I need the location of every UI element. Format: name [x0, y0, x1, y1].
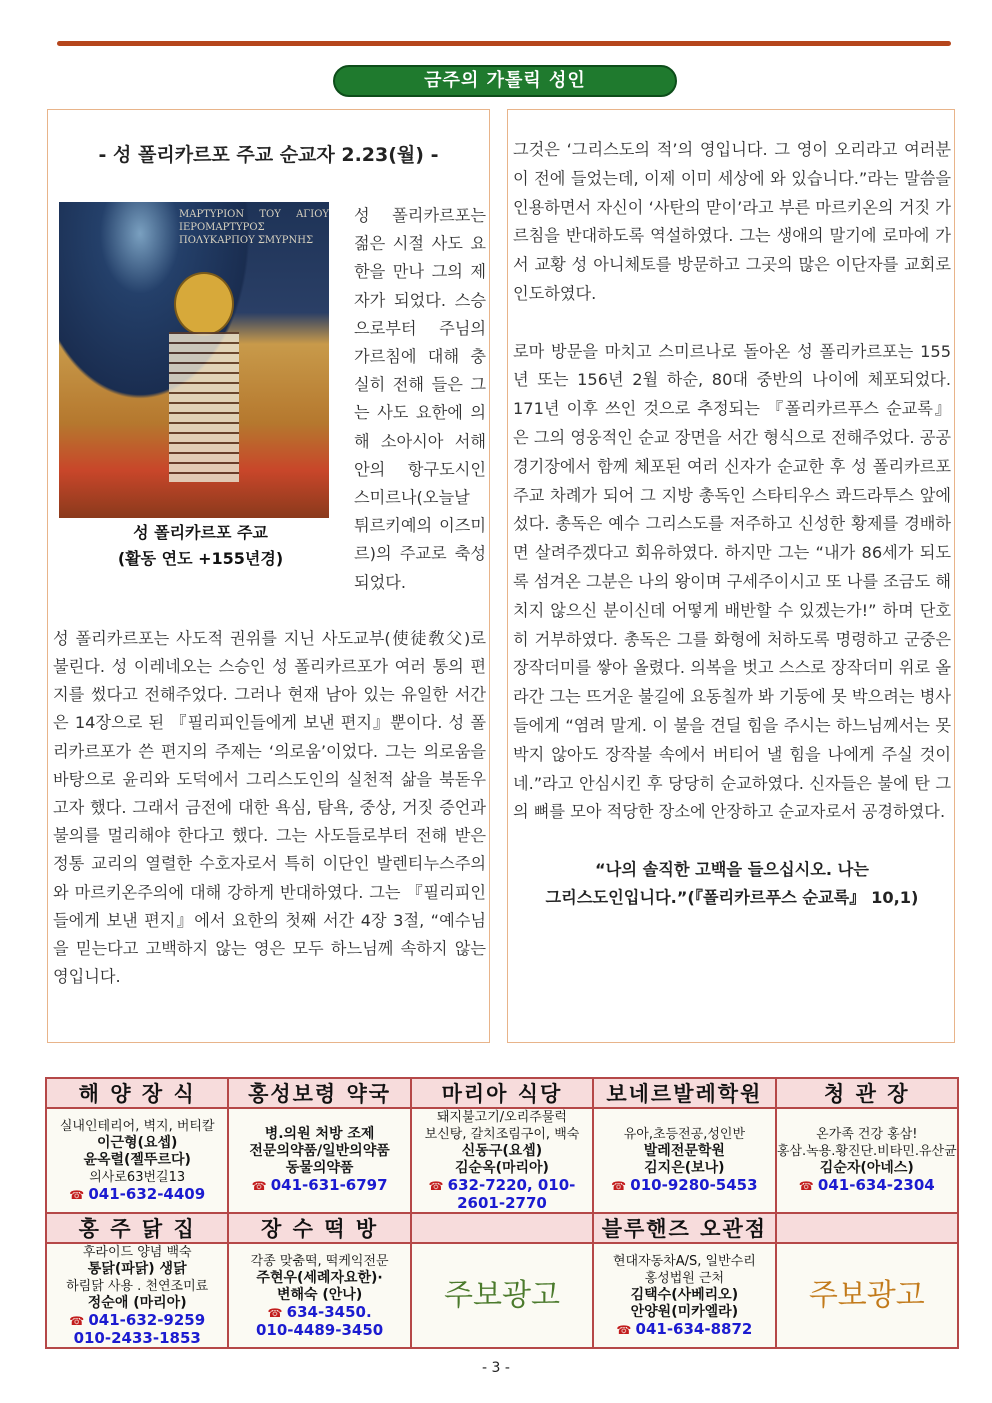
ad-line: 윤옥렬(젤뚜르다): [83, 1151, 191, 1168]
ad-line: 발레전문학원: [643, 1143, 725, 1159]
ad-content: [593, 1243, 775, 1348]
ad-content: [46, 1243, 228, 1348]
ad-phone: [47, 1312, 227, 1330]
ad-content: [776, 1243, 958, 1348]
ad-line: 변해숙 (안나): [276, 1286, 363, 1303]
ad-content: [411, 1243, 593, 1348]
ad-content: [593, 1108, 775, 1213]
caption-years: (활동 연도 +155년경): [117, 549, 284, 568]
phone-number: 041-631-6797: [270, 1176, 388, 1194]
ad-phone: [777, 1177, 957, 1195]
ad-line: 실내인테리어, 벽지, 버티칼: [59, 1118, 215, 1134]
ad-line: 안양원(미카엘라): [630, 1303, 739, 1320]
paragraph: 성 폴리카르포는 젊은 시절 사도 요한을 만나 그의 제자가 되었다. 스승으로부터 주님의 가르침에 대해 충실히 전해 들은 그는 사도 요한에 의해 소아시아 서해안의 항구도시인 스미르나(오늘날 튀르키예의 이즈미르)의 주교로 축성되었다.: [354, 206, 486, 592]
phone-number: 041-634-8872: [635, 1319, 753, 1338]
ad-line: 김순옥(마리아): [455, 1160, 549, 1176]
ad-line: 정순애 (마리아): [87, 1295, 187, 1311]
ad-phone-2: 010-2433-1853: [73, 1329, 201, 1347]
ad-line: 하림닭 사용 . 천연조미료: [66, 1279, 209, 1294]
ad-name: [411, 1213, 593, 1243]
caption-name: 성 폴리카르포 주교: [133, 523, 268, 542]
ad-name: 마리아 식당: [411, 1078, 593, 1108]
ad-name: 해 양 장 식: [46, 1078, 228, 1108]
phone-number: 634-3450.: [286, 1302, 372, 1321]
image-caption: [53, 520, 348, 572]
phone-number: 041-634-2304: [817, 1176, 935, 1194]
phone-icon: ☎: [616, 1322, 636, 1337]
ad-name: 장 수 떡 방: [228, 1213, 410, 1243]
ad-line: 유아,초등전공,성인반: [623, 1127, 746, 1142]
phone-icon: ☎: [69, 1187, 89, 1202]
section-title: 금주의 가톨릭 성인: [333, 65, 677, 97]
ad-line: 보신탕, 갈치조림구이, 백숙: [424, 1127, 580, 1142]
ad-line: 후라이드 양념 백숙: [82, 1245, 192, 1260]
ads-table: [45, 1077, 959, 1349]
ad-phone: [47, 1186, 227, 1204]
ad-line: 동물의약품: [285, 1160, 354, 1176]
ad-line: 김택수(사베리오): [630, 1286, 739, 1303]
ad-phone: [412, 1177, 592, 1212]
ad-line: 홍삼.녹용.황진단.비타민.유산균: [776, 1144, 957, 1159]
ad-line: 병.의원 처방 조제: [264, 1126, 375, 1142]
ad-name: 보네르발레학원: [593, 1078, 775, 1108]
ad-content: [411, 1108, 593, 1213]
ad-line: 현대자동차A/S, 일반수리: [612, 1253, 756, 1269]
ad-phone: [229, 1177, 409, 1195]
ad-line: 통닭(파닭) 생닭: [87, 1261, 187, 1277]
ad-phone: [594, 1321, 774, 1339]
phone-number: 041-632-4409: [88, 1184, 206, 1203]
quote-line: 그리스도인입니다.”(『폴리카르푸스 순교록』 10,1): [545, 887, 919, 907]
ad-line: 김지은(보나): [644, 1160, 725, 1176]
quote: [513, 856, 951, 912]
right-column: [507, 109, 955, 1043]
right-text: [513, 136, 951, 912]
ad-placeholder: 주보광고: [444, 1278, 560, 1313]
article-title: - 성 폴리카르포 주교 순교자 2.23(월) -: [98, 144, 439, 166]
halo: [174, 272, 234, 336]
page-number: - 3 -: [482, 1360, 510, 1376]
phone-icon: ☎: [611, 1179, 631, 1193]
saint-icon-painting: [59, 202, 329, 518]
ad-name: 홍성보령 약국: [228, 1078, 410, 1108]
phone-number: 010-9280-5453: [630, 1176, 758, 1194]
left-column: [47, 109, 490, 1043]
phone-number: 632-7220, 010-2601-2770: [447, 1176, 576, 1212]
paragraph: 성 폴리카르포는 사도적 권위를 지닌 사도교부(使徒敎父)로 불린다. 성 이레네오는 스승인 성 폴리카르포가 여러 통의 편지를 썼다고 전해주었다. 그러나 현재 남아 있는 유일한 서간은 14장으로 된 『필리피인들에게 보낸 편지』뿐이다. 성 폴리카르포가 쓴 편지의 주제는 ‘의로움’이었다. 그는 의로움을 바탕으로 윤리와 도덕에서 그리스도인의 실천적 삶을 북돋우고자 했다. 그래서 금전에 대한 욕심, 탐욕, 중상, 거짓 증언과 불의를 멀리해야 한다고 했다. 그는 사도들로부터 전해 받은 정통 교리의 열렬한 수호자로서 특히 이단인 발렌티누스주의와 마르키온주의에 대해 강하게 반대하였다. 그는 『필리피인들에게 보낸 편지』에서 요한의 첫째 서간 4장 3절, “예수님을 믿는다고 고백하지 않는 영은 모두 하느님께 속하지 않는 영입니다.: [53, 628, 486, 987]
ad-content: [776, 1108, 958, 1213]
left-text: [53, 202, 486, 991]
ad-name: 청 관 장: [776, 1078, 958, 1108]
ad-line: 각종 맞춤떡, 떡케익전문: [250, 1253, 389, 1269]
ad-phone: [229, 1304, 409, 1322]
phone-icon: ☎: [798, 1179, 818, 1193]
ad-phone: [594, 1177, 774, 1195]
ad-placeholder: 주보광고: [808, 1278, 925, 1313]
ad-line: 이근형(요셉): [96, 1134, 178, 1151]
ad-line: 홍성법원 근처: [644, 1270, 725, 1286]
ad-line: 전문의약품/일반의약품: [249, 1143, 390, 1159]
phone-icon: ☎: [69, 1314, 89, 1328]
phone-icon: ☎: [267, 1305, 287, 1320]
ad-content: [46, 1108, 228, 1213]
ad-line: 돼지불고기/오리주물럭: [436, 1110, 567, 1125]
phone-icon: ☎: [428, 1179, 448, 1193]
top-divider: [57, 41, 951, 46]
ad-line: 의사로63번길13: [89, 1169, 186, 1185]
ad-content: [228, 1243, 410, 1348]
ad-line: 신동구(요셉): [461, 1143, 543, 1159]
ad-name: 블루핸즈 오관점: [593, 1213, 775, 1243]
quote-line: “나의 솔직한 고백을 들으십시오. 나는: [595, 859, 869, 879]
paragraph: 로마 방문을 마치고 스미르나로 돌아온 성 폴리카르포는 155년 또는 156년 2월 하순, 80대 중반의 나이에 체포되었다. 171년 이후 쓰인 것으로 추정되는 『폴리카르푸스 순교록』은 그의 영웅적인 순교 장면을 서간 형식으로 전해주었다. 공공 경기장에서 함께 체포된 여러 신자가 순교한 후 성 폴리카르포 주교 차례가 되어 그 지방 총독인 스타티우스 콰드라투스 앞에 섰다. 총독은 예수 그리스도를 저주하고 신성한 황제를 경배하면 살려주겠다고 회유하였다. 하지만 그는 “내가 86세가 되도록 섬겨온 그분은 나의 왕이며 구세주이시고 또 나를 조금도 해치지 않으신 분이신데 어떻게 배반할 수 있겠는가!” 하며 단호히 거부하였다. 총독은 그를 화형에 처하도록 명령하고 군중은 장작더미를 쌓아 올렸다. 의복을 벗고 스스로 장작더미 위로 올라간 그는 뜨거운 불길에 요동칠까 봐 기둥에 못 박으려는 병사들에게 “염려 말게. 이 불을 견딜 힘을 주시는 하느님께서는 못 박지 않아도 장작불 속에서 버티어 낼 힘을 나에게 주실 것이네.”라고 안심시킨 후 당당히 순교하였다. 신자들은 불에 탄 그의 뼈를 모아 적당한 장소에 안장하고 순교자로서 공경하였다.: [513, 341, 951, 822]
paragraph: 그것은 ‘그리스도의 적’의 영입니다. 그 영이 오리라고 여러분이 전에 들었는데, 이제 이미 세상에 와 있습니다.”라는 말씀을 인용하면서 자신이 ‘사탄의 맏이’라고 부른 마르키온의 거짓 가르침을 반대하도록 역설하였다. 그는 생애의 말기에 로마에 가서 교황 성 아니체토를 방문하고 그곳의 많은 이단자를 교회로 인도하였다.: [513, 140, 951, 303]
saint-figure: [53, 202, 348, 572]
image-inscription: ΜΑΡΤΥΡΙΟΝ ΤΟΥ ΑΓΙΟΥ ΙΕΡΟΜΑΡΤΥΡΟΣ ΠΟΛΥΚΑΡΠΟΥ ΣΜΥΡΝΗΣ: [179, 209, 329, 246]
ad-line: 김순자(아네스): [819, 1160, 914, 1176]
ad-phone-2: 010-4489-3450: [255, 1320, 384, 1339]
phone-number: 041-632-9259: [88, 1311, 206, 1329]
ad-line: 주현우(세례자요한)·: [256, 1269, 383, 1286]
ad-name: [776, 1213, 958, 1243]
ad-line: 온가족 건강 홍삼!: [816, 1127, 918, 1142]
ad-content: [228, 1108, 410, 1213]
robe: [169, 332, 239, 482]
ad-name: 홍 주 닭 집: [46, 1213, 228, 1243]
phone-icon: ☎: [251, 1179, 271, 1193]
